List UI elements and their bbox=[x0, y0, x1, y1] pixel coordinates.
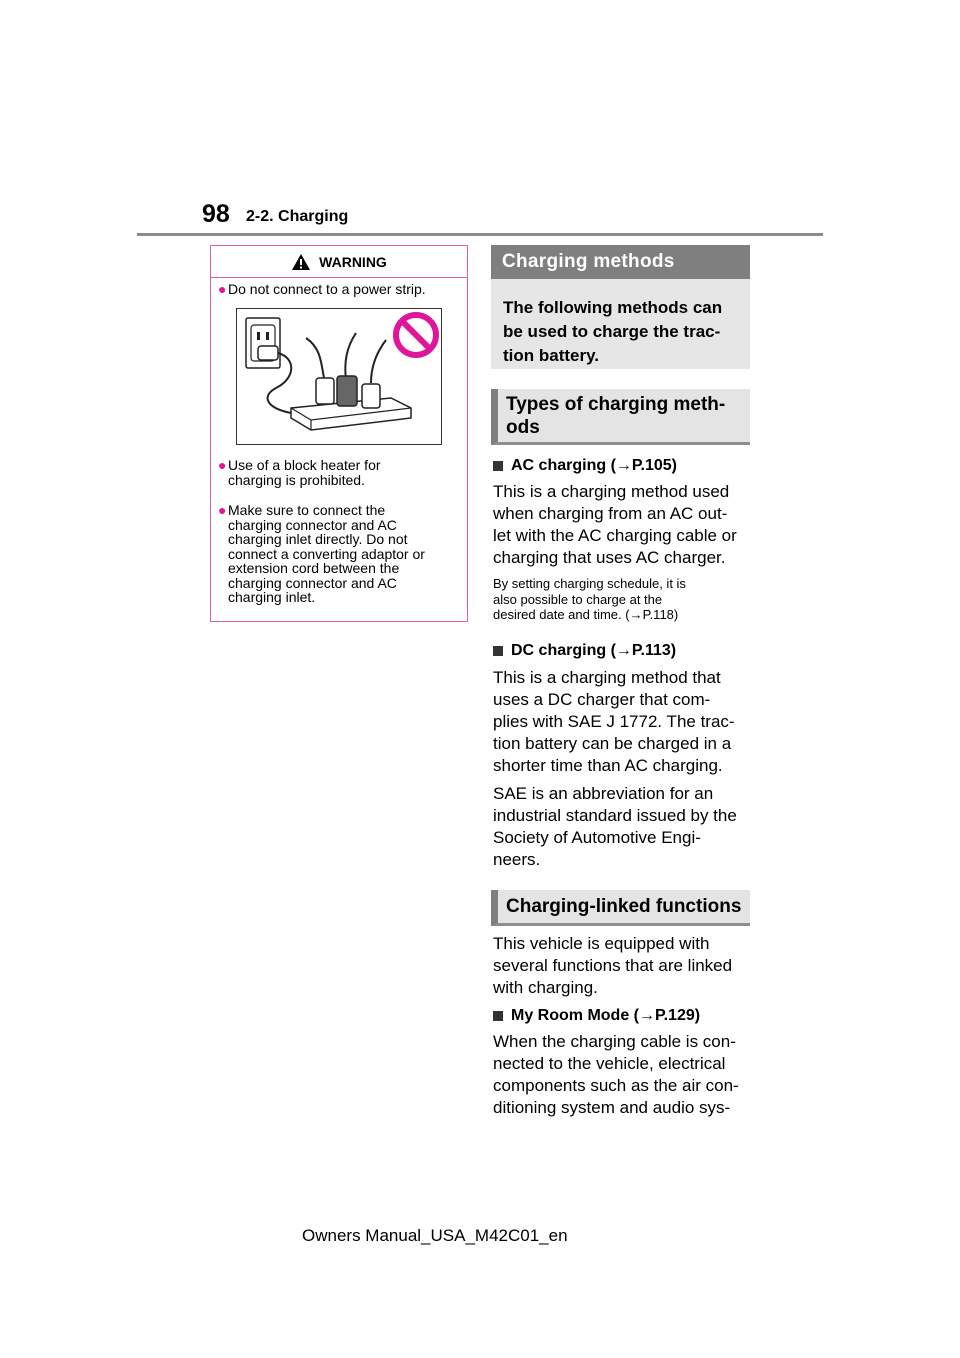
dc-charging-body: This is a charging method that uses a DC charger that com- plies with SAE J 1772. The trac- tion battery can be charged in a shorter time than AC charging. bbox=[493, 668, 735, 775]
bullet-icon: ● bbox=[218, 502, 227, 518]
warning-item-text: Use of a block heater for charging is prohibited. bbox=[228, 457, 381, 488]
bullet-icon: ● bbox=[218, 457, 227, 473]
bullet-icon: ● bbox=[218, 281, 227, 297]
linked-functions-heading: Charging-linked functions bbox=[491, 890, 750, 926]
sae-definition: SAE is an abbreviation for an industrial standard issued by the Society of Automotive Engi- neers. bbox=[493, 784, 737, 869]
footer-manual-id: Owners Manual_USA_M42C01_en bbox=[302, 1226, 568, 1245]
dc-charging-title: DC charging (→P.113) bbox=[511, 642, 677, 659]
page-number: 98 bbox=[202, 200, 230, 228]
power-strip-prohibited-icon bbox=[236, 308, 442, 445]
ac-charging-note: By setting charging schedule, it is also possible to charge at the desired date and time. (→P.118) bbox=[493, 576, 686, 622]
header-divider bbox=[137, 233, 823, 236]
types-of-charging-heading: Types of charging meth- ods bbox=[491, 389, 750, 445]
warning-item bbox=[218, 282, 461, 297]
my-room-mode-body: When the charging cable is con- nected to the vehicle, electrical components such as the air con- ditioning system and audio sys- bbox=[493, 1032, 739, 1117]
ac-charging-subheading bbox=[491, 455, 677, 477]
warning-item bbox=[218, 458, 461, 487]
dc-charging-subheading bbox=[491, 640, 676, 662]
square-bullet-icon bbox=[493, 461, 503, 471]
ac-charging-title: AC charging (→P.105) bbox=[511, 457, 677, 474]
warning-box bbox=[210, 245, 468, 622]
linked-functions-intro: This vehicle is equipped with several functions that are linked with charging. bbox=[493, 934, 733, 997]
section-title: 2-2. Charging bbox=[246, 208, 349, 225]
ac-charging-body: This is a charging method used when charging from an AC out- let with the AC charging cable or charging that uses AC charger. bbox=[493, 482, 737, 567]
my-room-mode-title: My Room Mode (→P.129) bbox=[511, 1007, 701, 1024]
warning-header bbox=[211, 246, 467, 278]
charging-methods-intro: The following methods can be used to charge the trac- tion battery. bbox=[491, 279, 750, 369]
warning-title: WARNING bbox=[319, 253, 387, 270]
square-bullet-icon bbox=[493, 1011, 503, 1021]
warning-item-text: Do not connect to a power strip. bbox=[228, 281, 426, 297]
warning-triangle-icon bbox=[291, 253, 311, 271]
square-bullet-icon bbox=[493, 646, 503, 656]
charging-methods-heading: Charging methods bbox=[491, 245, 750, 279]
warning-item bbox=[218, 503, 461, 605]
my-room-mode-subheading bbox=[491, 1005, 700, 1027]
warning-item-text: Make sure to connect the charging connector and AC charging inlet directly. Do not connect a converting adaptor or extension cord between the charging connector and AC charging inlet. bbox=[228, 502, 425, 605]
